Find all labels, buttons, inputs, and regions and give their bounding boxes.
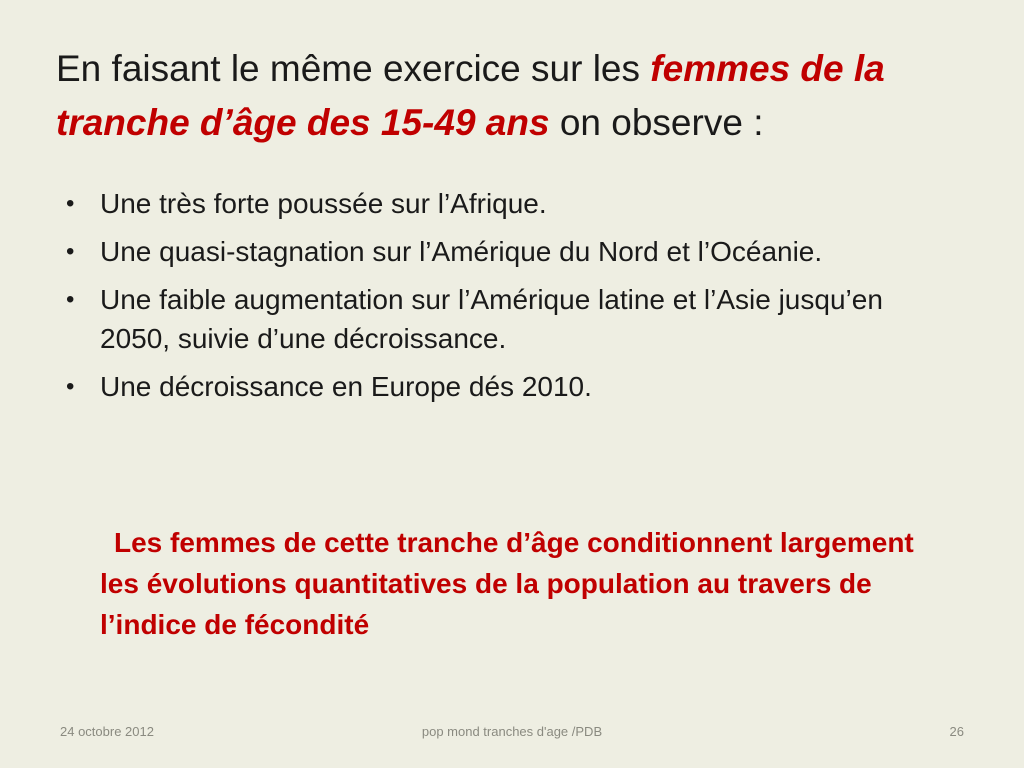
footer-date: 24 octobre 2012 (60, 724, 154, 739)
footer-caption: pop mond tranches d'age /PDB (421, 724, 603, 739)
bullet-text: Une décroissance en Europe dés 2010. (100, 371, 592, 402)
bullet-text: Une très forte poussée sur l’Afrique. (100, 188, 547, 219)
bullet-item (60, 232, 960, 271)
bullet-item (60, 280, 960, 358)
title-accent: femmes de la tranche d’âge des 15-49 ans (56, 48, 885, 143)
bullet-dot-icon: • (66, 238, 75, 265)
bullet-item (60, 184, 960, 223)
bullet-item (60, 367, 960, 406)
title-suffix: on observe : (549, 102, 764, 143)
bullet-text: Une quasi-stagnation sur l’Amérique du Nord et l’Océanie. (100, 236, 823, 267)
bullet-list (60, 184, 960, 415)
bullet-dot-icon: • (66, 286, 75, 313)
title-prefix: En faisant le même exercice sur les (56, 48, 651, 89)
conclusion-text: Les femmes de cette tranche d’âge conditionnent largement les évolutions quantitatives de la population au travers de l’indice de fécondité (100, 527, 914, 640)
page-number: 26 (949, 724, 964, 739)
bullet-dot-icon: • (66, 190, 75, 217)
bullet-text: Une faible augmentation sur l’Amérique latine et l’Asie jusqu’en 2050, suivie d’une décroissance. (100, 284, 883, 354)
bullet-dot-icon: • (66, 373, 75, 400)
slide-title (56, 42, 996, 150)
